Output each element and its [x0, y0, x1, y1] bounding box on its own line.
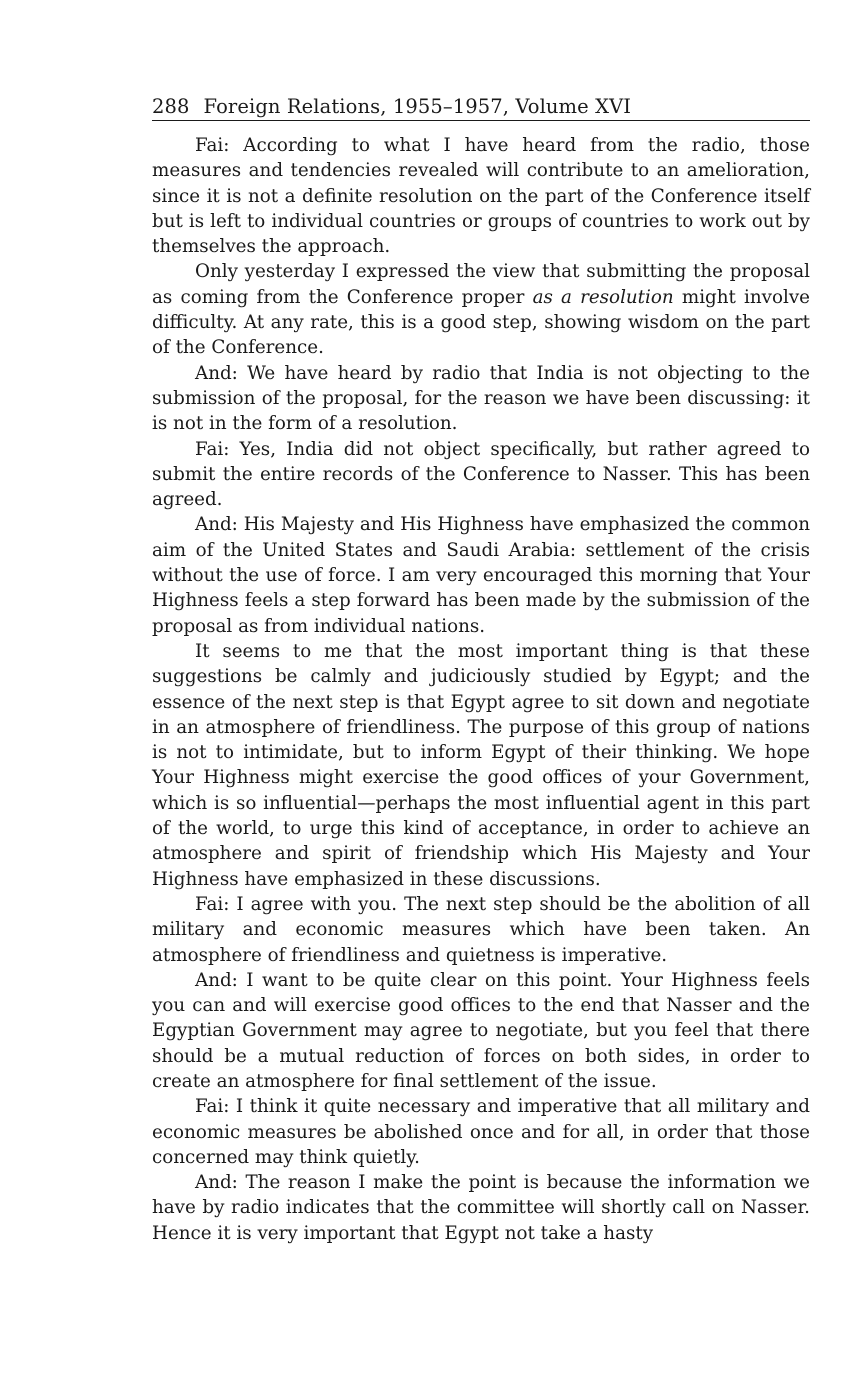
paragraph-text: It seems to me that the most important thing is that these suggestions be calmly and judiciously studied by Egypt; and the essence of the next step is that Egypt agree to sit down and negotiate in an atmosphere of friendliness. The purpose of this group of nations is not to intimidate, but to inform Egypt of their thinking. We hope Your Highness might exercise the good offices of your Government, which is so influential—perhaps the most influential agent in this part of the world, to urge this kind of acceptance, in order to achieve an atmosphere and spirit of friendship which His Majesty and Your Highness have emphasized in these discussions.	[152, 640, 810, 890]
body-text	[152, 133, 810, 1246]
paragraph-7	[152, 892, 810, 968]
paragraph-text: And: We have heard by radio that India is not objecting to the submission of the proposal, for the reason we have been discussing: it is not in the form of a resolution.	[152, 362, 810, 435]
paragraph-text: Fai: I think it quite necessary and imperative that all military and economic measures be abolished once and for all, in order that those concerned may think quietly.	[152, 1096, 810, 1168]
paragraph-6	[152, 639, 810, 892]
paragraph-8	[152, 968, 810, 1094]
paragraph-text: And: The reason I make the point is because the information we have by radio indicates that the committee will shortly call on Nasser. Hence it is very important that Egypt not take a hasty	[152, 1172, 810, 1244]
paragraph-text: Only yesterday I expressed the view that submitting the proposal as coming from the Conference proper	[152, 261, 810, 308]
paragraph-text: Fai: I agree with you. The next step should be the abolition of all military and economic measures which have been taken. An atmosphere of friendliness and quietness is imperative.	[152, 893, 810, 966]
paragraph-text: And: His Majesty and His Highness have emphasized the common aim of the United States and Saudi Arabia: settlement of the crisis without the use of force. I am very encouraged this morning that Your Highness feels a step forward has been made by the submission of the proposal as from individual nations.	[152, 514, 810, 637]
paragraph-1	[152, 133, 810, 259]
volume-title: Foreign Relations, 1955–1957, Volume XVI	[203, 95, 632, 118]
paragraph-text: Fai: According to what I have heard from the radio, those measures and tendencies revealed will contribute to an amelioration, since it is not a definite resolution on the part of the Conference itself but is left to individual countries or groups of countries to work out by themselves the approach.	[152, 135, 810, 258]
paragraph-9	[152, 1094, 810, 1170]
italic-phrase: as a resolution	[532, 286, 674, 308]
document-page	[152, 94, 810, 1246]
paragraph-5	[152, 512, 810, 638]
paragraph-2	[152, 259, 810, 360]
paragraph-3	[152, 361, 810, 437]
paragraph-10	[152, 1170, 810, 1246]
paragraph-text-continued: might involve difficulty. At any rate, this is a good step, showing wisdom on the part of the Conference.	[152, 286, 811, 359]
paragraph-text: Fai: Yes, India did not object specifically, but rather agreed to submit the entire records of the Conference to Nasser. This has been agreed.	[152, 438, 810, 511]
page-number: 288	[152, 95, 190, 118]
running-head	[152, 94, 810, 121]
paragraph-text: And: I want to be quite clear on this point. Your Highness feels you can and will exercise good offices to the end that Nasser and the Egyptian Government may agree to negotiate, but you feel that there should be a mutual reduction of forces on both sides, in order to create an atmosphere for final settlement of the issue.	[152, 969, 810, 1092]
paragraph-4	[152, 437, 810, 513]
